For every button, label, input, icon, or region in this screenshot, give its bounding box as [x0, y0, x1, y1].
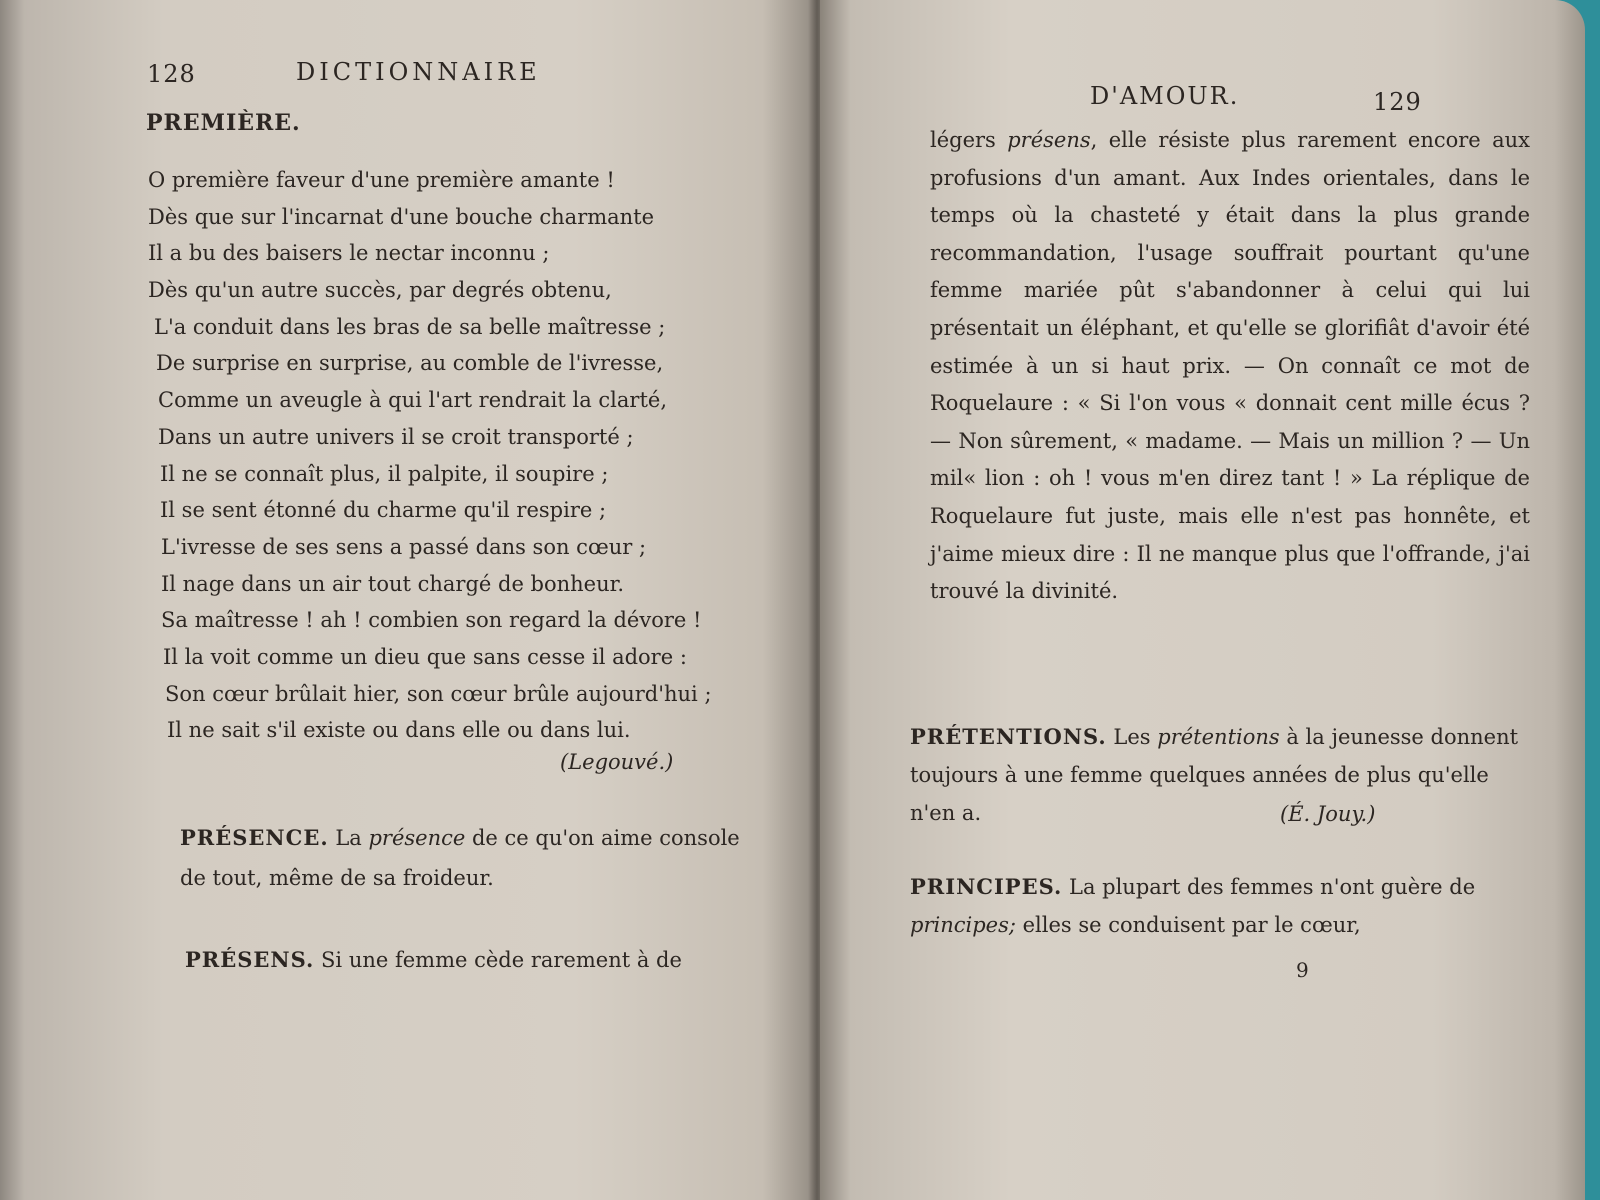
entry-pretentions [910, 718, 1540, 832]
signature-mark: 9 [1296, 958, 1309, 982]
entry-text: légers [930, 128, 1008, 152]
poem-line: Il la voit comme un dieu que sans cesse il adore : [163, 644, 687, 669]
entry-italic: présence [368, 826, 466, 850]
poem-line: L'ivresse de ses sens a passé dans son cœur ; [161, 534, 647, 559]
entry-text: à la jeunesse donnent toujours à une femme quelques années de plus qu'elle n'en a. [910, 725, 1519, 825]
poem-line: O première faveur d'une première amante ! [148, 168, 615, 192]
poem-line: Son cœur brûlait hier, son cœur brûle aujourd'hui ; [165, 681, 712, 706]
poem-attribution: (Legouvé.) [560, 750, 674, 774]
poem [148, 162, 712, 749]
poem-line: Il nage dans un air tout chargé de bonheur. [161, 571, 625, 596]
entry-text: La plupart des femmes n'ont guère de [1062, 875, 1476, 899]
entry-heading-premiere: PREMIÈRE. [146, 110, 301, 136]
poem-line: Comme un aveugle à qui l'art rendrait la clarté, [158, 388, 667, 413]
entry-presens-continuation [930, 122, 1530, 611]
entry-principes [910, 868, 1540, 944]
entry-text: , elle résiste plus rarement encore aux profusions d'un amant. Aux Indes orientales, dans le temps où la chasteté y était dans la plus grande recommandation, l'usage souffrait pourtant qu'une femme mariée pût s'abandonner à celui qui lui présentait un éléphant, et qu'elle se glorifiât d'avoir été estimée à un si haut prix. — On connaît ce mot de Roquelaure : « Si l'on vous « donnait cent mille écus ? — Non sûrement, « madame. — Mais un million ? — Un mil« lion : oh ! vous m'en direz tant ! » La réplique de Roquelaure fut juste, mais elle n'est pas honnête, et j'aime mieux dire : Il ne manque plus que l'offrande, j'ai trouvé la divinité. [930, 128, 1530, 604]
right-page-number: 129 [1373, 88, 1422, 116]
left-running-head: DICTIONNAIRE [296, 58, 541, 86]
pretentions-attribution: (É. Jouy.) [1280, 802, 1376, 826]
entry-text: Les [1106, 725, 1158, 749]
right-running-head: D'AMOUR. [1090, 82, 1240, 110]
entry-presens [185, 940, 755, 980]
left-page-number: 128 [147, 60, 196, 88]
poem-line: Dès que sur l'incarnat d'une bouche charmante [148, 204, 655, 229]
poem-line: Il se sent étonné du charme qu'il respire ; [160, 498, 607, 523]
poem-line: Il a bu des baisers le nectar inconnu ; [148, 241, 550, 266]
poem-line: Dans un autre univers il se croit transporté ; [158, 424, 634, 449]
entry-text: de ce qu'on aime console de tout, même de sa froideur. [180, 826, 740, 890]
entry-term: PRÉSENS. [185, 947, 315, 972]
entry-term: PRINCIPES. [910, 874, 1063, 899]
poem-line: De surprise en surprise, au comble de l'ivresse, [156, 351, 664, 376]
poem-line: L'a conduit dans les bras de sa belle maîtresse ; [154, 314, 666, 339]
entry-text: Si une femme cède rarement à de [314, 948, 682, 972]
entry-term: PRÉTENTIONS. [910, 724, 1107, 749]
entry-text: elles se conduisent par le cœur, [1015, 913, 1361, 937]
entry-presence [180, 818, 740, 898]
entry-text: La [328, 826, 369, 850]
poem-line: Il ne se connaît plus, il palpite, il soupire ; [160, 461, 609, 486]
poem-line: Dès qu'un autre succès, par degrés obtenu, [148, 278, 612, 303]
right-page [820, 0, 1585, 1200]
poem-line: Sa maîtresse ! ah ! combien son regard la dévore ! [161, 608, 702, 633]
entry-italic: principes; [910, 913, 1016, 937]
poem-line: Il ne sait s'il existe ou dans elle ou dans lui. [167, 718, 631, 743]
entry-italic: prétentions [1157, 725, 1280, 749]
entry-term: PRÉSENCE. [180, 825, 329, 850]
entry-italic: présens [1007, 128, 1091, 152]
